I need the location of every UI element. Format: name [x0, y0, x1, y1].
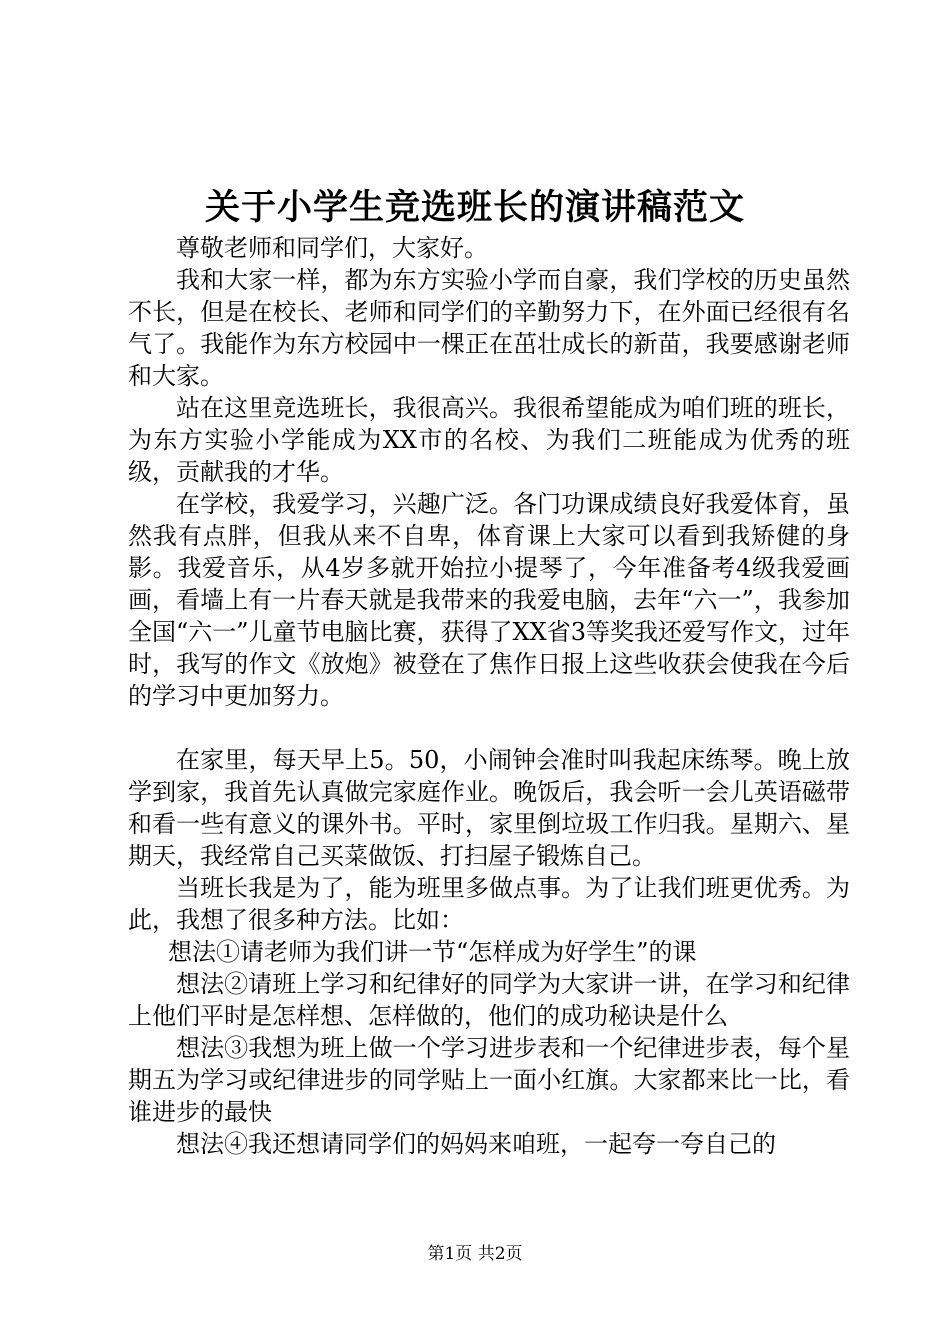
- paragraph-why-monitor: 当班长我是为了，能为班里多做点事。为了让我们班更优秀。为此，我想了很多种方法。比如：: [128, 874, 850, 934]
- paragraph-idea-4: 想法④我还想请同学们的妈妈来咱班，一起夸一夸自己的: [176, 1130, 776, 1158]
- paragraph-at-home: 在家里，每天早上5。50，小闹钟会准时叫我起床练琴。晚上放学到家，我首先认真做完家庭作业。晚饭后，我会听一会儿英语磁带和看一些有意义的课外书。平时，家里倒垃圾工作归我。星期六、星期天，我经常自己买菜做饭、打扫屋子锻炼自己。: [128, 746, 850, 870]
- paragraph-school-pride: 我和大家一样，都为东方实验小学而自豪，我们学校的历史虽然不长，但是在校长、老师和同学们的辛勤努力下，在外面已经很有名气了。我能作为东方校园中一棵正在茁壮成长的新苗，我要感谢老师和大家。: [128, 266, 850, 390]
- document-body: [128, 232, 850, 1160]
- document-title: 关于小学生竞选班长的演讲稿范文: [204, 187, 745, 228]
- page-number-footer: 第1页 共2页: [427, 1244, 523, 1264]
- paragraph-idea-2: 想法②请班上学习和纪律好的同学为大家讲一讲，在学习和纪律上他们平时是怎样想、怎样做的，他们的成功秘诀是什么: [128, 970, 850, 1030]
- paragraph-candidacy: 站在这里竞选班长，我很高兴。我很希望能成为咱们班的班长，为东方实验小学能成为XX市的名校、为我们二班能成为优秀的班级，贡献我的才华。: [128, 394, 850, 486]
- paragraph-idea-3: 想法③我想为班上做一个学习进步表和一个纪律进步表，每个星期五为学习或纪律进步的同学贴上一面小红旗。大家都来比一比，看谁进步的最快: [128, 1034, 850, 1126]
- paragraph-at-school: 在学校，我爱学习，兴趣广泛。各门功课成绩良好我爱体育，虽然我有点胖，但我从来不自卑，体育课上大家可以看到我矫健的身影。我爱音乐，从4岁多就开始拉小提琴了，今年准备考4级我爱画画，看墙上有一片春天就是我带来的我爱电脑，去年“六一”，我参加全国“六一”儿童节电脑比赛，获得了XX省3等奖我还爱写作文，过年时，我写的作文《放炮》被登在了焦作日报上这些收获会使我在今后的学习中更加努力。: [128, 490, 850, 710]
- paragraph-gap: [128, 712, 850, 744]
- paragraph-idea-1: 想法①请老师为我们讲一节“怎样成为好学生”的课: [168, 938, 697, 966]
- paragraph-greeting: 尊敬老师和同学们，大家好。: [176, 234, 488, 262]
